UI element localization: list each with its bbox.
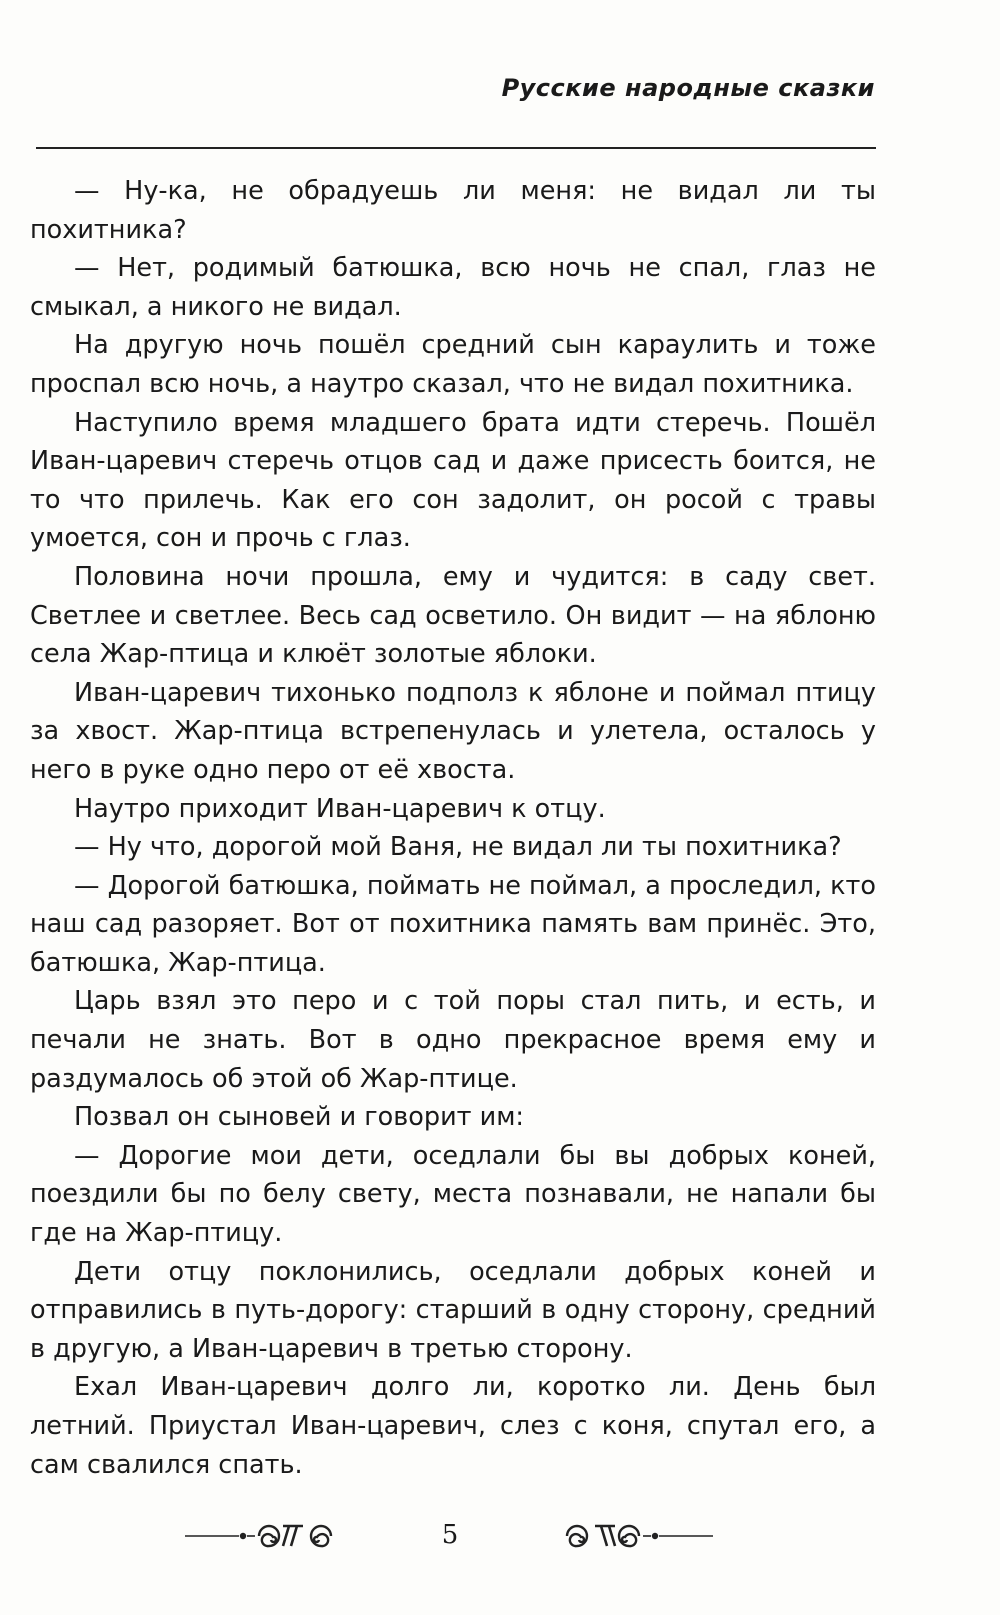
paragraph: Царь взял это перо и с той поры стал пить, и есть, и печали не знать. Вот в одно прекрасное время ему и раздумалось об этой об Жар-птице.: [30, 986, 876, 1094]
paragraph: На другую ночь пошёл средний сын караулить и тоже проспал всю ночь, а наутро сказал, что не видал похитника.: [30, 330, 876, 399]
scroll-ornament-icon: [553, 1516, 713, 1556]
page-footer: [0, 1510, 1000, 1566]
running-title: Русские народные сказки: [501, 74, 875, 102]
paragraph: — Ну что, дорогой мой Ваня, не видал ли ты похитника?: [74, 832, 842, 863]
paragraph: Наступило время младшего брата идти стеречь. Пошёл Иван-царевич стеречь отцов сад и даже присесть боится, не то что прилечь. Как его сон задолит, он росой с травы умоется, сон и прочь с глаз.: [30, 407, 876, 554]
paragraph: — Нет, родимый батюшка, всю ночь не спал, глаз не смыкал, а никого не видал.: [30, 253, 876, 322]
paragraph: Ехал Иван-царевич долго ли, коротко ли. День был летний. Приустал Иван-царевич, слез с коня, спутал его, а сам свалился спать.: [30, 1372, 876, 1480]
paragraph: Иван-царевич тихонько подполз к яблоне и поймал птицу за хвост. Жар-птица встрепенулась и улетела, осталось у него в руке одно перо от её хвоста.: [30, 677, 876, 785]
header-rule: [36, 147, 876, 149]
scroll-ornament-icon: [185, 1516, 345, 1556]
paragraph: Половина ночи прошла, ему и чудится: в саду свет. Светлее и светлее. Весь сад осветило. Он видит — на яблоню села Жар-птица и клюёт золотые яблоки.: [30, 561, 876, 670]
paragraph: — Ну-ка, не обрадуешь ли меня: не видал ли ты похитника?: [30, 176, 876, 245]
paragraph: — Дорогие мои дети, оседлали бы вы добрых коней, поездили бы по белу свету, места познавали, не напали бы где на Жар-птицу.: [30, 1140, 876, 1249]
paragraph: Наутро приходит Иван-царевич к отцу.: [74, 793, 606, 824]
paragraph: Позвал он сыновей и говорит им:: [74, 1102, 525, 1133]
paragraph: Дети отцу поклонились, оседлали добрых коней и отправились в путь-дорогу: старший в одну сторону, средний в другую, а Иван-царевич в третью сторону.: [30, 1256, 876, 1364]
body-text: [30, 172, 876, 1484]
page-number: 5: [441, 1520, 459, 1550]
paragraph: — Дорогой батюшка, поймать не поймал, а проследил, кто наш сад разоряет. Вот от похитника память вам принёс. Это, батюшка, Жар-птица.: [30, 870, 876, 978]
